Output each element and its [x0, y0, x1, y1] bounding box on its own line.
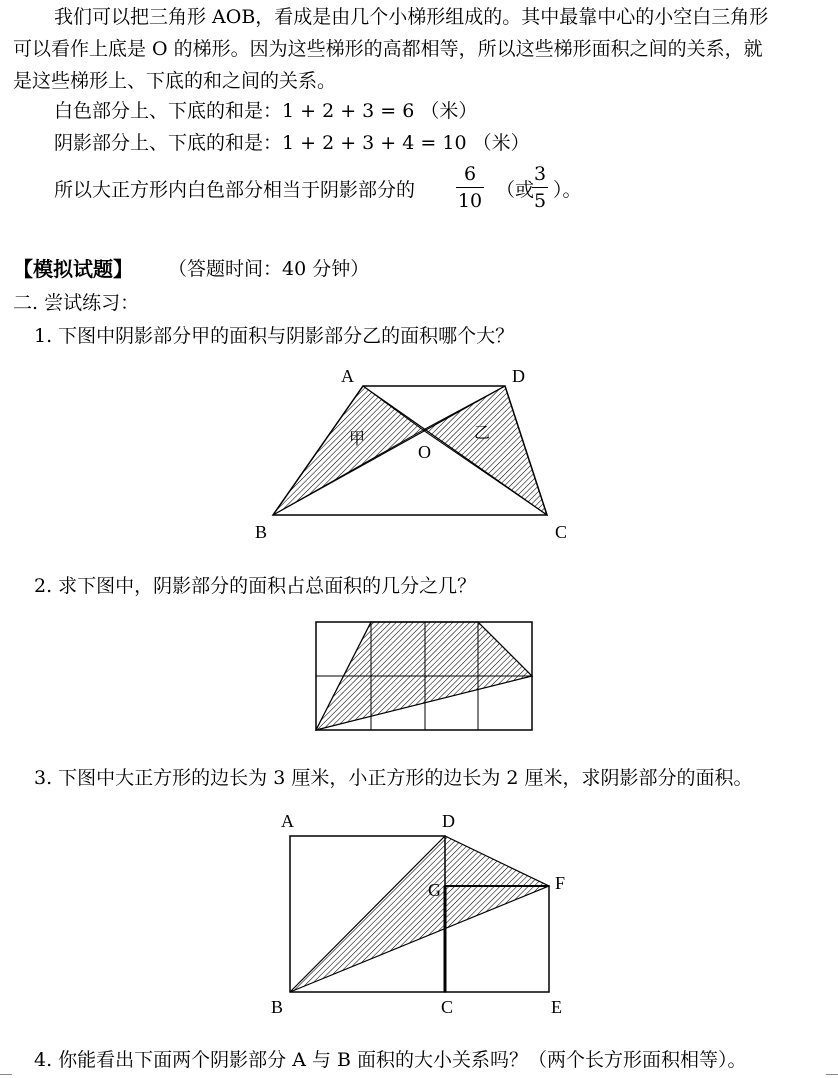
label-c: C [441, 997, 454, 1017]
question-2: 2. 求下图中，阴影部分的面积占总面积的几分之几？ [34, 575, 477, 597]
conclusion-prefix: 所以大正方形内白色部分相当于阴影部分的 [54, 179, 416, 201]
part-heading: 二. 尝试练习： [13, 292, 140, 314]
label-yi: 乙 [474, 425, 491, 442]
label-d: D [512, 366, 525, 386]
shaded-triangle-bdf [290, 836, 549, 992]
intro-line-1: 我们可以把三角形 AOB，看成是由几个小梯形组成的。其中最靠中心的小空白三角形 [54, 6, 769, 28]
fraction-denominator: 5 [533, 190, 547, 212]
or-close: ）。 [553, 179, 582, 201]
shaded-sum-line: 阴影部分上、下底的和是：1 + 2 + 3 + 4 = 10 （米） [54, 132, 530, 154]
page-edge-right [826, 1074, 838, 1075]
label-a: A [341, 366, 354, 386]
label-a: A [281, 811, 294, 831]
or-open: （或 [496, 179, 535, 201]
figure-1-trapezoid [255, 366, 567, 542]
shaded-region-yi [423, 386, 547, 515]
label-b: B [271, 997, 284, 1017]
label-e: E [551, 997, 562, 1017]
question-1: 1. 下图中阴影部分甲的面积与阴影部分乙的面积哪个大？ [34, 325, 515, 347]
figure-3-squares [271, 811, 565, 1017]
shaded-region-jia [273, 386, 423, 515]
page-edge-left [0, 1074, 12, 1075]
label-b: B [255, 522, 268, 542]
time-note: （答题时间：40 分钟） [168, 258, 370, 280]
label-f: F [555, 873, 566, 893]
figure-2-grid [316, 622, 532, 730]
label-o: O [418, 442, 431, 462]
question-3: 3. 下图中大正方形的边长为 3 厘米，小正方形的边长为 2 厘米，求阴影部分的面积。 [34, 767, 753, 789]
question-4: 4. 你能看出下面两个阴影部分 A 与 B 面积的大小关系吗？（两个长方形面积相等）。 [34, 1049, 747, 1071]
intro-line-3: 是这些梯形上、下底的和之间的关系。 [13, 70, 337, 92]
section-title: 【模拟试题】 [13, 257, 133, 281]
fraction-denominator: 10 [457, 190, 483, 212]
intro-line-2: 可以看作上底是 O 的梯形。因为这些梯形的高都相等，所以这些梯形面积之间的关系，就 [13, 38, 763, 60]
label-d: D [442, 811, 455, 831]
white-sum-line: 白色部分上、下底的和是：1 + 2 + 3 = 6 （米） [54, 100, 478, 122]
label-g: G [428, 880, 441, 900]
label-c: C [555, 522, 568, 542]
label-jia: 甲 [349, 431, 366, 448]
fraction-numerator: 6 [463, 163, 477, 185]
fraction-numerator: 3 [533, 163, 547, 185]
